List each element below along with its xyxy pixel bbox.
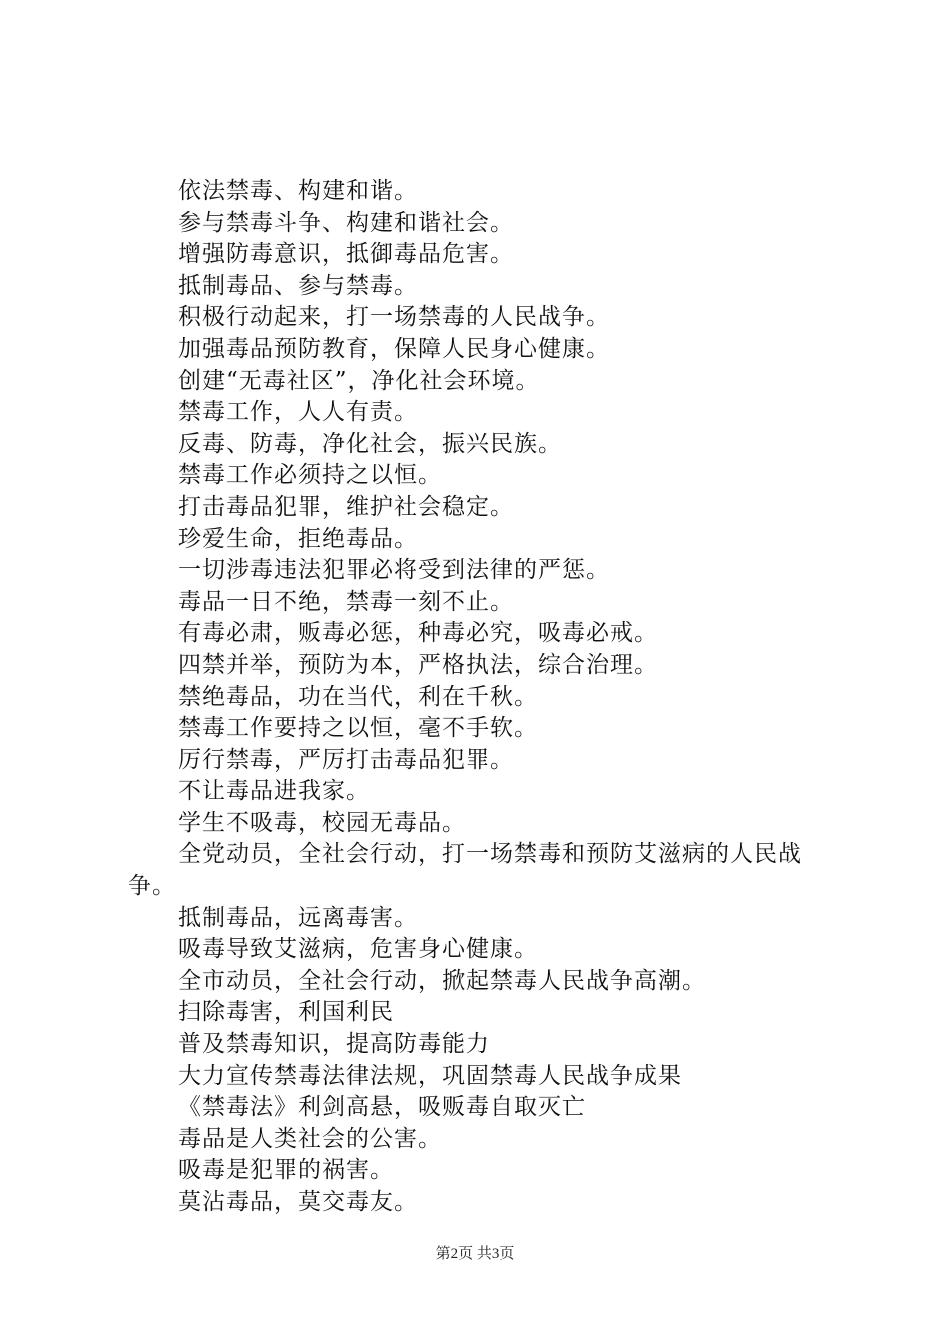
- slogan-line: 莫沾毒品，莫交毒友。: [178, 1189, 418, 1215]
- slogan-line: 加强毒品预防教育，保障人民身心健康。: [178, 335, 610, 362]
- slogan-line: 吸毒导致艾滋病，危害身心健康。: [178, 936, 538, 963]
- slogan-line: 普及禁毒知识，提高防毒能力: [178, 1031, 490, 1058]
- slogan-line: 积极行动起来，打一场禁毒的人民战争。: [178, 304, 610, 331]
- slogan-line: 创建“无毒社区”，净化社会环境。: [178, 367, 540, 394]
- slogan-line: 反毒、防毒，净化社会，振兴民族。: [178, 430, 562, 457]
- slogan-line: 珍爱生命，拒绝毒品。: [178, 525, 418, 552]
- slogan-line: 增强防毒意识，抵御毒品危害。: [178, 241, 514, 268]
- slogan-line: 抵制毒品、参与禁毒。: [178, 272, 418, 299]
- slogan-line: 毒品是人类社会的公害。: [178, 1125, 442, 1152]
- page-number: 第2页 共3页: [435, 1246, 515, 1262]
- slogan-line: 抵制毒品，远离毒害。: [178, 904, 418, 931]
- slogan-line: 学生不吸毒，校园无毒品。: [178, 809, 466, 836]
- slogan-line: 打击毒品犯罪，维护社会稳定。: [178, 493, 514, 520]
- slogan-line: 四禁并举，预防为本，严格执法，综合治理。: [178, 651, 658, 678]
- slogan-line: 一切涉毒违法犯罪必将受到法律的严惩。: [178, 557, 610, 584]
- slogan-list: [128, 176, 838, 1219]
- slogan-line: 禁毒工作要持之以恒，毫不手软。: [178, 715, 538, 742]
- slogan-line: 依法禁毒、构建和谐。: [178, 178, 418, 204]
- slogan-line: 全市动员，全社会行动，掀起禁毒人民战争高潮。: [178, 967, 706, 994]
- slogan-line: 扫除毒害，利国利民: [178, 999, 394, 1026]
- slogan-paragraph: 全党动员，全社会行动，打一场禁毒和预防艾滋病的人民战争。: [128, 841, 802, 900]
- slogan-line: 《禁毒法》利剑高悬，吸贩毒自取灭亡: [178, 1094, 586, 1121]
- slogan-line: 禁毒工作必须持之以恒。: [178, 462, 442, 489]
- slogan-line: 吸毒是犯罪的祸害。: [178, 1157, 394, 1184]
- slogan-line: 禁毒工作，人人有责。: [178, 399, 418, 426]
- slogan-line: 大力宣传禁毒法律法规，巩固禁毒人民战争成果: [178, 1062, 682, 1089]
- slogan-line: 不让毒品进我家。: [178, 778, 370, 805]
- slogan-line: 参与禁毒斗争、构建和谐社会。: [178, 209, 514, 236]
- slogan-line: 厉行禁毒，严厉打击毒品犯罪。: [178, 746, 514, 773]
- slogan-line: 有毒必肃，贩毒必惩，种毒必究，吸毒必戒。: [178, 620, 658, 647]
- slogan-line: 禁绝毒品，功在当代，利在千秋。: [178, 683, 538, 710]
- slogan-line: 毒品一日不绝，禁毒一刻不止。: [178, 588, 514, 615]
